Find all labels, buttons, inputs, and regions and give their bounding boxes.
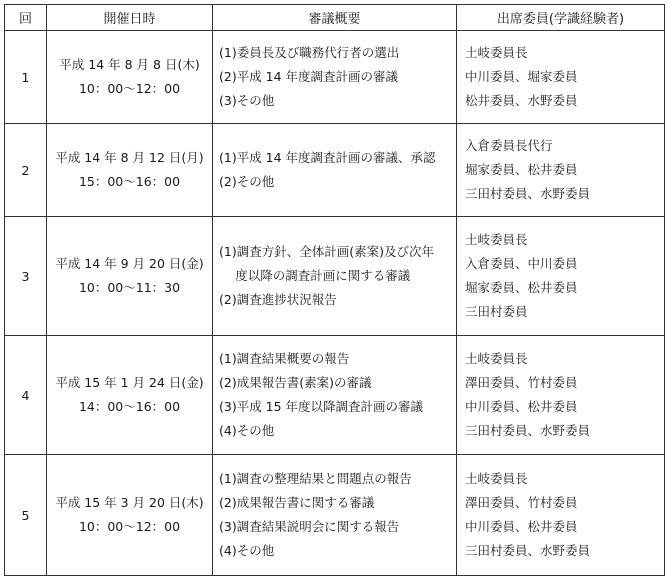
- meeting-number: 5: [5, 455, 47, 576]
- meeting-time: 15：00～16：00: [78, 174, 181, 189]
- meeting-record-page: [4, 4, 664, 578]
- summary-item: (4)その他: [219, 543, 275, 558]
- meeting-attendees: [457, 217, 665, 336]
- summary-item: (2)その他: [219, 174, 275, 189]
- attendee-line: 松井委員、水野委員: [465, 93, 578, 108]
- meeting-attendees: [457, 455, 665, 576]
- summary-item: (1)調査結果概要の報告: [219, 351, 350, 366]
- meeting-time: 14：00～16：00: [78, 399, 181, 414]
- table-row: [5, 336, 665, 455]
- meeting-number: 1: [5, 31, 47, 124]
- meeting-date: 平成 14 年 9 月 20 日(金): [55, 256, 204, 271]
- meeting-summary: [213, 124, 457, 217]
- summary-item: (3)平成 15 年度以降調査計画の審議: [219, 399, 424, 414]
- meeting-date: 平成 15 年 3 月 20 日(木): [55, 495, 204, 510]
- header-number: 回: [5, 5, 47, 31]
- attendee-line: 澤田委員、竹村委員: [465, 495, 578, 510]
- summary-item: (1)平成 14 年度調査計画の審議、承認: [219, 150, 436, 165]
- summary-item: (3)その他: [219, 93, 275, 108]
- meeting-number: 3: [5, 217, 47, 336]
- summary-item-continued: 度以降の調査計画に関する審議: [235, 268, 411, 283]
- header-summary: 審議概要: [213, 5, 457, 31]
- meeting-summary: [213, 217, 457, 336]
- attendee-line: 中川委員、松井委員: [465, 519, 578, 534]
- summary-item: (4)その他: [219, 423, 275, 438]
- meeting-date: 平成 15 年 1 月 24 日(金): [55, 375, 204, 390]
- attendee-line: 土岐委員長: [465, 471, 528, 486]
- attendee-line: 堀家委員、松井委員: [465, 162, 578, 177]
- attendee-line: 入倉委員、中川委員: [465, 256, 578, 271]
- summary-item: (1)調査の整理結果と問題点の報告: [219, 471, 412, 486]
- attendee-line: 土岐委員長: [465, 232, 528, 247]
- meeting-summary: [213, 455, 457, 576]
- table-row: [5, 217, 665, 336]
- summary-item: (1)委員長及び職務代行者の選出: [219, 45, 400, 60]
- summary-item: (2)平成 14 年度調査計画の審議: [219, 69, 399, 84]
- summary-item: (2)調査進捗状況報告: [219, 292, 337, 307]
- meeting-datetime: [47, 455, 213, 576]
- header-datetime: 開催日時: [47, 5, 213, 31]
- meeting-datetime: [47, 31, 213, 124]
- attendee-line: 土岐委員長: [465, 351, 528, 366]
- meeting-number: 4: [5, 336, 47, 455]
- attendee-line: 土岐委員長: [465, 45, 528, 60]
- meeting-time: 10：00～12：00: [78, 81, 181, 96]
- meeting-attendees: [457, 336, 665, 455]
- summary-item: (2)成果報告書(素案)の審議: [219, 375, 372, 390]
- attendee-line: 中川委員、松井委員: [465, 399, 578, 414]
- meeting-table: [4, 4, 665, 576]
- table-row: [5, 455, 665, 576]
- meeting-attendees: [457, 31, 665, 124]
- meeting-summary: [213, 336, 457, 455]
- meeting-datetime: [47, 336, 213, 455]
- summary-item: (2)成果報告書に関する審議: [219, 495, 375, 510]
- attendee-line: 三田村委員: [465, 304, 528, 319]
- attendee-line: 三田村委員、水野委員: [465, 186, 591, 201]
- table-row: [5, 124, 665, 217]
- meeting-datetime: [47, 217, 213, 336]
- summary-item: (1)調査方針、全体計画(素案)及び次年: [219, 244, 434, 259]
- attendee-line: 三田村委員、水野委員: [465, 423, 591, 438]
- attendee-line: 三田村委員、水野委員: [465, 543, 591, 558]
- meeting-attendees: [457, 124, 665, 217]
- header-attendees: 出席委員(学識経験者): [457, 5, 665, 31]
- table-header-row: [5, 5, 665, 31]
- table-row: [5, 31, 665, 124]
- attendee-line: 入倉委員長代行: [465, 138, 553, 153]
- attendee-line: 堀家委員、松井委員: [465, 280, 578, 295]
- meeting-datetime: [47, 124, 213, 217]
- meeting-number: 2: [5, 124, 47, 217]
- attendee-line: 中川委員、堀家委員: [465, 69, 578, 84]
- meeting-date: 平成 14 年 8 月 8 日(木): [59, 57, 200, 72]
- meeting-date: 平成 14 年 8 月 12 日(月): [55, 150, 204, 165]
- meeting-time: 10：00～11：30: [78, 280, 181, 295]
- summary-item: (3)調査結果説明会に関する報告: [219, 519, 400, 534]
- meeting-time: 10：00～12：00: [78, 519, 181, 534]
- attendee-line: 澤田委員、竹村委員: [465, 375, 578, 390]
- meeting-summary: [213, 31, 457, 124]
